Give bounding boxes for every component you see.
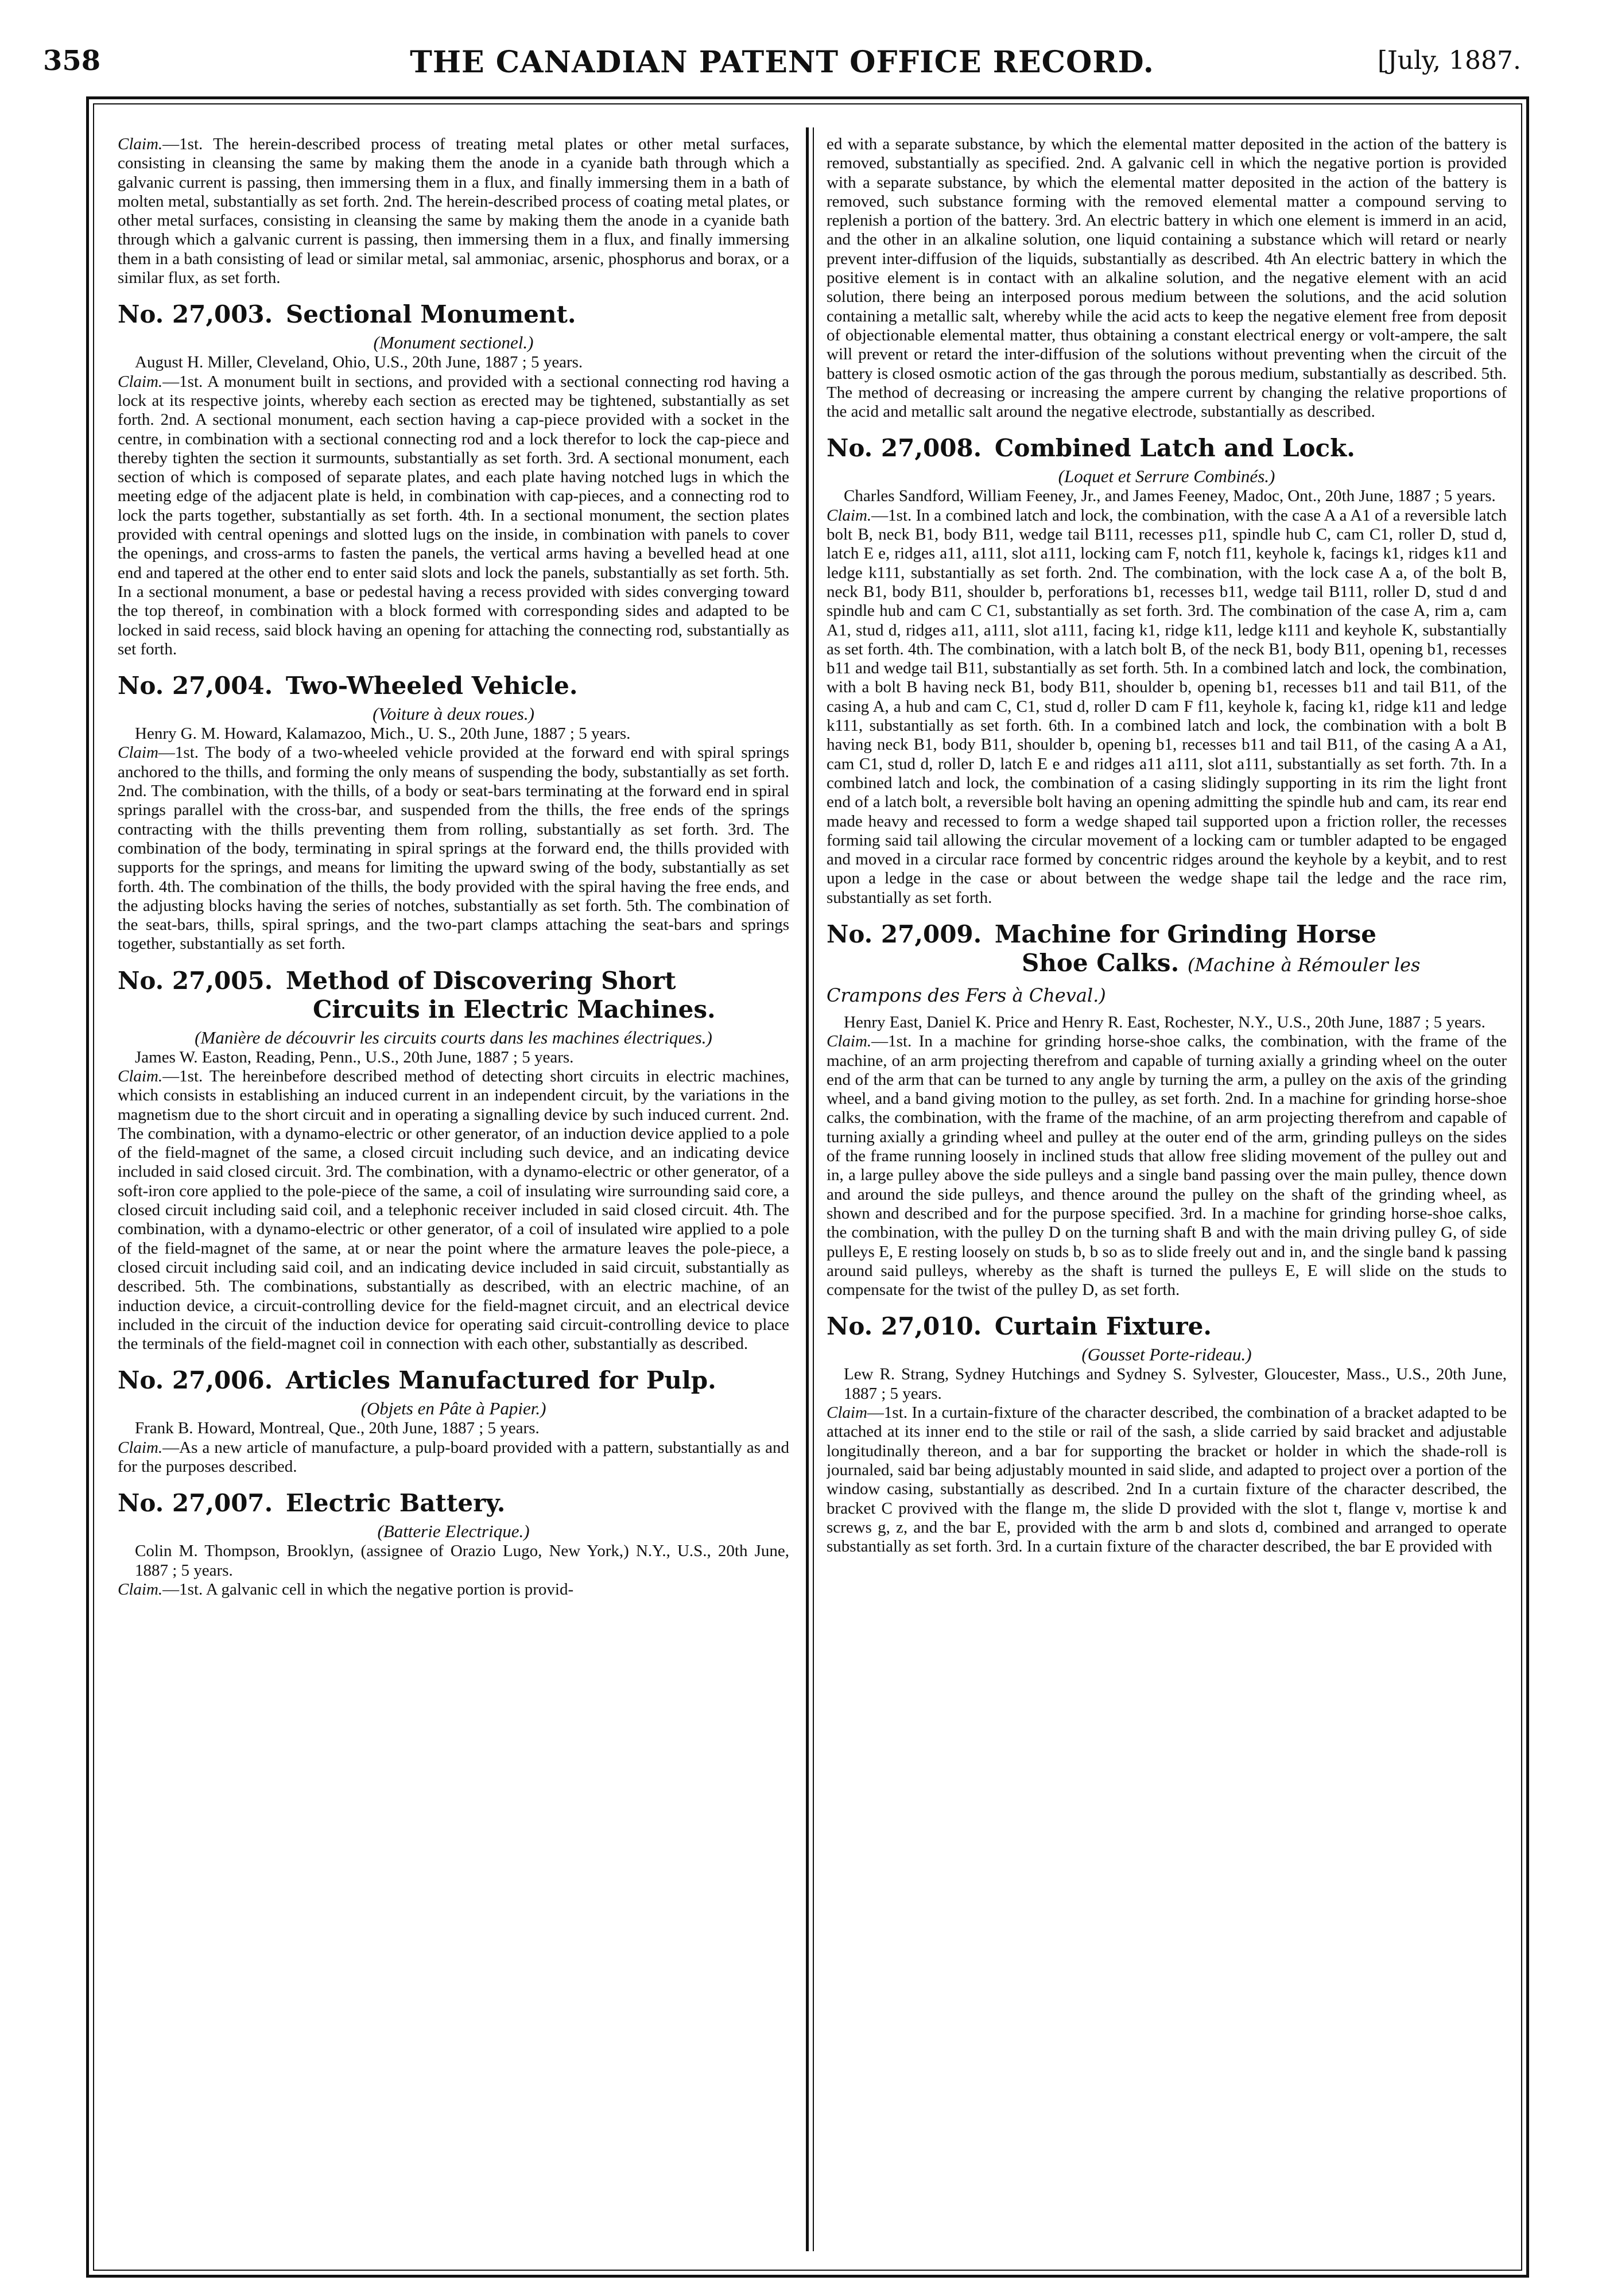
claim-label: Claim: [827, 1403, 867, 1422]
claim-label: Claim.: [827, 506, 872, 525]
patent-title: Curtain Fixture.: [994, 1312, 1212, 1341]
patent-title: Two-Wheeled Vehicle.: [285, 672, 578, 700]
inventor-line: Lew R. Strang, Sydney Hutchings and Sydney S. Sylvester, Gloucester, Mass., U.S., 20th June, 1887 ; 5 years.: [844, 1365, 1507, 1403]
issue-date: [July, 1887.: [1377, 46, 1521, 75]
claim-text: —1st. In a combined latch and lock, the combination, with the case A a A1 of a reversible latch bolt B, neck B1, body B11, wedge tail B111, recesses p11, spindle hub C, cam C1, roller D, stud d, latch E e, ridges a11, a111, slot a111, locking cam F, notch f11, keyhole k, facings k1, ridges k11 and ledge k111, substantially as set forth. 2nd. The combination, with the lock case A a, of the bolt B, neck B1, body B11, shoulder b, perforations b1, recesses b11, wedge tail B111, roller D, stud d and spindle hub and cam C C1, substantially as set forth. 3rd. The combination of the case A, rim a, cam A1, stud d, ridges a11, a111, slot a111, facing k1, ridge k11, ledge k111 and keyhole K, substantially as set forth. 4th. The combination, with a latch bolt B, of the neck B1, body B11, opening b1, recesses b11 and wedge tail B11, substantially as set forth. 5th. In a combined latch and lock, the combination, with a bolt B having neck B1, body B11, shoulder b, opening b1, recesses b11 and tail B11, of the casing A, a hub and cam C, C1, stud d, roller D cam F f11, keyhole k, facing k1, ridge k11 and ledge k111, substantially as set forth. 6th. In a combined latch and lock, the combination with a bolt B having neck B1, body B11, shoulder b, opening b1, recesses b11 and tail B11, of the casing A a A1, cam C1, stud d, roller D, latch E e and ridges a11 a111, slot a111, substantially as set forth. 7th. In a combined latch and lock, the combination of a casing slidingly supporting in its rim the light front end of a latch bolt, a reversible bolt having an opening admitting the spindle hub and cam, its rear end made heavy and recessed to form a wedge shaped tail supported upon a friction roller, the recesses forming said tail allowing the circular movement of a locking cam or tumbler adapted to be engaged and moved in a circular race formed by concentric ridges around the keyhole by a keybit, and to rest upon a ledge in the case or about between the wedge shape tail the ledge and the race rim, substantially as set forth.: [827, 506, 1507, 907]
patent-heading-27004: [118, 672, 789, 700]
claim-paragraph: [118, 1580, 789, 1599]
patent-number: No. 27,003.: [118, 300, 273, 329]
claim-text: —1st. The body of a two-wheeled vehicle provided at the forward end with spiral springs anchored to the thills, and forming the only means of suspending the body, substantially as set forth. 2nd. The combination, with the thills, of a body or seat-bars terminating at the forward end in spiral springs parallel with the cross-bar, and suspended from the thills, the free ends of the springs contracting with the thills preventing them from rolling, substantially as set forth. 3rd. The combination of the body, terminating in spiral springs at the forward end, the thills provided with supports for the springs, and means for limiting the upward swing of the body, substantially as set forth. 4th. The combination of the thills, the body provided with the spiral having the free ends, and the adjusting blocks having the series of notches, substantially as set forth. 5th. The combination of the seat-bars, thills, spiral springs, and the two-part clamps attaching the seat-bars and springs together, substantially as set forth.: [118, 743, 789, 953]
page-number: 358: [43, 45, 101, 77]
claim-paragraph: [827, 506, 1507, 907]
claim-text: —1st. A galvanic cell in which the negative portion is provid-: [162, 1580, 574, 1599]
patent-number: No. 27,008.: [827, 434, 982, 463]
column-divider: [806, 127, 809, 2251]
french-title: (Objets en Pâte à Papier.): [360, 1398, 546, 1419]
right-column: [827, 135, 1507, 2259]
claim-text: —1st. The herein-described process of treating metal plates or other metal surfaces, consisting in cleansing the same by making them the anode in a cyanide bath through which a galvanic current is passing, then immersing them in a flux, and finally immersing them in a bath of molten metal, substantially as set forth. 2nd. The herein-described process of coating metal plates, or other metal surfaces, consisting in cleansing the same by making them the anode in a cyanide bath through which a galvanic current is passing, then immersing them in a flux, and finally immersing them in a bath consisting of lead or similar metal, sal ammoniac, arsenic, phosphorus and borax, or a similar flux, as set forth.: [118, 135, 789, 288]
patent-heading-27006: [118, 1366, 789, 1395]
claim-paragraph: [118, 1067, 789, 1353]
claim-paragraph: [118, 373, 789, 659]
claim-text: —1st. In a curtain-fixture of the character described, the combination of a bracket adapted to be attached at its inner end to the stile or rail of the sash, a slide carried by said bracket and adjustable longitudinally thereon, and a bar for supporting the bracket or holder in which the shade-roll is journaled, said bar being adjustably mounted in said slide, and adapted to project over a portion of the window casing, substantially as described. 2nd In a curtain fixture of the character described, the bracket C provived with the flange m, the slide D provided with the slot t, flange v, mortise k and screws g, z, and the bar E, provided with the arm b and slots d, combined and arranged to operate substantially as set forth. 3rd. In a curtain fixture of the character described, the bar E provided with: [827, 1403, 1507, 1556]
french-title: (Manière de découvrir les circuits courts dans les machines électriques.): [195, 1027, 712, 1048]
patent-heading-27009: [827, 920, 1507, 1010]
french-title: (Batterie Electrique.): [377, 1521, 530, 1542]
claim-paragraph: [118, 743, 789, 953]
patent-heading-27010: [827, 1312, 1507, 1341]
inventor-line: Charles Sandford, William Feeney, Jr., and James Feeney, Madoc, Ont., 20th June, 1887 ; 5 years.: [844, 487, 1496, 506]
patent-number: No. 27,009.: [827, 920, 982, 948]
patent-title-cont: Shoe Calks.: [1022, 948, 1180, 977]
patent-heading-27007: [118, 1489, 789, 1518]
patent-title: Machine for Grinding Horse: [994, 920, 1376, 948]
claim-label: Claim.: [118, 1580, 163, 1599]
patent-number: No. 27,007.: [118, 1489, 273, 1518]
claim-label: Claim.: [118, 1438, 163, 1457]
patent-title: Sectional Monument.: [285, 300, 576, 329]
claim-label: Claim.: [118, 1066, 163, 1085]
claim-label: Claim.: [118, 135, 163, 153]
publication-title: THE CANADIAN PATENT OFFICE RECORD.: [410, 45, 1154, 80]
claim-text: —As a new article of manufacture, a pulp-board provided with a pattern, substantially as and for the purposes described.: [118, 1438, 789, 1476]
page-header: [43, 40, 1521, 86]
patent-number: No. 27,005.: [118, 966, 273, 995]
french-title-inline: (Machine à Rémouler les Crampons des Fers à Cheval.): [827, 953, 1421, 1006]
patent-heading-27005: [118, 967, 789, 1024]
claim-text: —1st. In a machine for grinding horse-shoe calks, the combination, with the frame of the machine, of an arm projecting therefrom and capable of turning axially a grinding wheel on the outer end of the arm that can be turned to any angle by turning the arm, a pulley on the axis of the grinding wheel, and a band giving motion to the pulley, as set forth. 2nd. In a machine for grinding horse-shoe calks, the combination, with the frame of the machine, of an arm projecting therefrom and capable of turning axially a grinding wheel and pulley at the outer end of the arm, grinding pulleys on the sides of the frame running loosely in inclined studs that allow free sliding movement of the pulley out and in, a large pulley above the side pulleys and a single band passing over the main pulley, thence down and around the side pulleys, and thence around the pulley on the shaft of the grinding wheel, as shown and described and for the purpose specified. 3rd. In a machine for grinding horse-shoe calks, the combination, with the pulley D on the turning shaft B and with the main driving pulley G, of side pulleys E, E resting loosely on studs b, b so as to slide freely out and in, and the single band k passing around said pulleys, whereby as the shaft is turned the pulleys E, E will slide on the studs to compensate for the twist of the pulley D, as set forth.: [827, 1032, 1507, 1300]
claim-paragraph: [827, 1403, 1507, 1556]
patent-title: Method of Discovering Short: [285, 966, 676, 995]
patent-title-cont: Circuits in Electric Machines.: [313, 995, 716, 1023]
claim-paragraph: [827, 1032, 1507, 1300]
patent-number: No. 27,010.: [827, 1312, 982, 1341]
inventor-line: James W. Easton, Reading, Penn., U.S., 20th June, 1887 ; 5 years.: [135, 1048, 574, 1066]
intro-claim: [118, 135, 789, 288]
claim-label: Claim.: [118, 372, 163, 391]
patent-title: Articles Manufactured for Pulp.: [285, 1366, 716, 1395]
patent-number: No. 27,006.: [118, 1366, 273, 1395]
french-title: (Gousset Porte-rideau.): [1081, 1344, 1252, 1365]
inventor-line: Frank B. Howard, Montreal, Que., 20th June, 1887 ; 5 years.: [135, 1419, 540, 1438]
patent-title: Combined Latch and Lock.: [994, 434, 1355, 463]
claim-text: —1st. A monument built in sections, and provided with a sectional connecting rod having a lock at its respective joints, whereby each section as erected may be tightened, substantially as set forth. 2nd. A sectional monument, each section having a cap-piece provided with a socket in the centre, in combination with a sectional connecting rod and a lock therefor to lock the cap-piece and thereby tighten the section it surmounts, substantially as set forth. 3rd. A sectional monument, each section of which is composed of separate plates, and each plate having notched lugs in which the meeting edge of the adjacent plate is held, in combination with cap-pieces, and a connecting rod to lock the parts together, substantially as set forth. 4th. In a sectional monument, the section plates provided with central openings and slotted lugs on the inside, in combination with panels to cover the openings, and cross-arms to fasten the panels, the vertical arms having a bevelled head at one end and tapered at the other end to enter said slots and lock the panels, substantially as set forth. 5th. In a sectional monument, a base or pedestal having a recess provided with sides converging toward the top thereof, in combination with a block formed with corresponding sides and adapted to be locked in said recess, said block having an opening for attaching the connecting rod, substantially as set forth.: [118, 372, 789, 658]
patent-heading-27008: [827, 434, 1507, 463]
inventor-line: Henry East, Daniel K. Price and Henry R. East, Rochester, N.Y., U.S., 20th June, 1887 ; 5 years.: [844, 1013, 1485, 1031]
patent-heading-27003: [118, 300, 789, 329]
patent-title: Electric Battery.: [285, 1489, 506, 1518]
left-column: [118, 135, 789, 2259]
inventor-line: Colin M. Thompson, Brooklyn, (assignee of Orazio Lugo, New York,) N.Y., U.S., 20th June, 1887 ; 5 years.: [135, 1542, 789, 1580]
claim-text: —1st. The hereinbefore described method of detecting short circuits in electric machines, which consists in establishing an induced current in an independent circuit, by the variations in the magnetism due to the short circuit and in operating a signalling device by such induced current. 2nd. The combination, with a dynamo-electric or other generator, of an induction device applied to a pole of the field-magnet of the same, a closed circuit including such device, and an indicating device included in said closed circuit. 3rd. The combination, with a dynamo-electric or other generator, of a soft-iron core applied to the pole-piece of the same, a coil of insulating wire surrounding said core, a closed circuit including said coil, and a telephonic receiver included in said closed circuit. 4th. The combination, with a dynamo-electric or other generator, of a coil of insulated wire applied to a pole of the field-magnet of the same, at or near the point where the armature leaves the pole-piece, a closed circuit including said coil, and an indicating device included in said circuit, substantially as described. 5th. The combinations, substantially as described, with an electric machine, of an induction device, a circuit-controlling device for the field-magnet circuit, and an electrical device included in the circuit of the induction device for operating said circuit-controlling device to place the terminals of the field-magnet coil in connection with each other, substantially as described.: [118, 1066, 789, 1353]
claim-label: Claim: [118, 743, 158, 762]
claim-continuation: ed with a separate substance, by which the elemental matter deposited in the action of the battery is removed, substantially as specified. 2nd. A galvanic cell in which the negative portion is provided with a separate substance, by which the elemental matter deposited in the action of the battery is removed, such substance forming with the removed elemental matter a compound serving to replenish a portion of the battery. 3rd. An electric battery in which one element is immerd in an acid, and the other in an alkaline solution, one liquid containing a substance which will retard or nearly prevent inter-diffusion of the liquids, substantially as described. 4th An electric battery in which the positive element is in contact with an alkaline solution, and the negative element with an acid solution, there being an interposed porous medium between the solutions, and the acid solution containing a metallic salt, whereby while the acid acts to keep the negative element free from deposit of objectionable elemental matter, thus obtaining a constant electrical energy or volt-ampere, the salt will prevent or retard the inter-diffusion of the solutions without preventing when the circuit of the battery is closed osmotic action of the gas through the porous medium, substantially as described. 5th. The method of decreasing or increasing the ampere current by changing the relative proportions of the acid and metallic salt around the negative electrode, substantially as described.: [827, 135, 1507, 421]
inventor-line: August H. Miller, Cleveland, Ohio, U.S., 20th June, 1887 ; 5 years.: [135, 353, 583, 372]
inventor-line: Henry G. M. Howard, Kalamazoo, Mich., U. S., 20th June, 1887 ; 5 years.: [135, 724, 631, 743]
french-title: (Voiture à deux roues.): [373, 704, 534, 724]
column-divider-thin: [813, 127, 814, 2251]
claim-paragraph: [118, 1438, 789, 1477]
french-title: (Monument sectionel.): [373, 332, 534, 353]
claim-label: Claim.: [827, 1032, 872, 1051]
french-title: (Loquet et Serrure Combinés.): [1058, 466, 1275, 487]
patent-number: No. 27,004.: [118, 672, 273, 700]
